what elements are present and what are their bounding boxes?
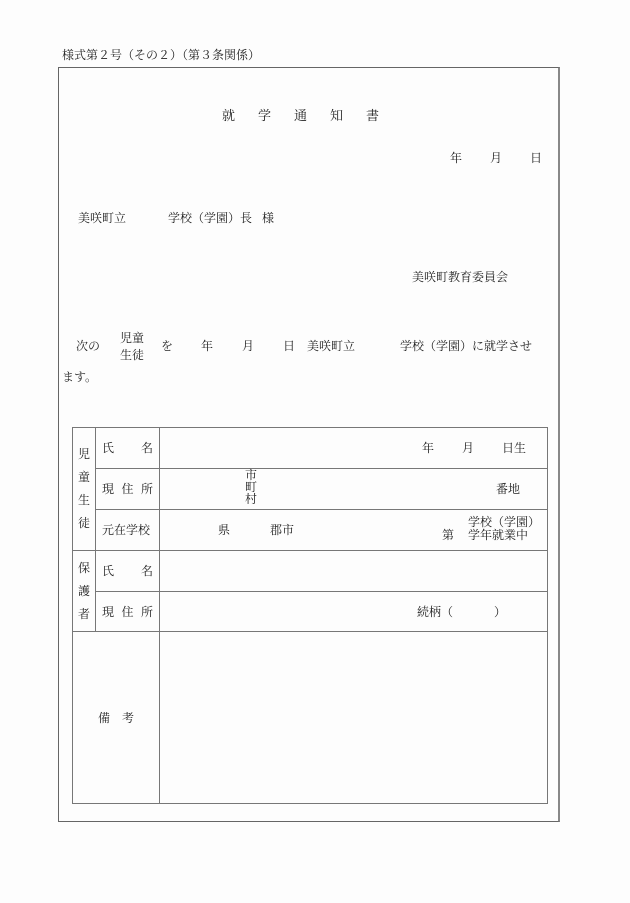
municipality-city: 市: [245, 468, 258, 482]
municipality-town: 町: [245, 480, 258, 494]
addressee-school: 学校（学園）長: [168, 211, 253, 225]
label-char: 所: [140, 482, 153, 496]
student-group-label: [73, 428, 96, 551]
label-char: 名: [140, 441, 153, 455]
remarks-field[interactable]: [160, 632, 548, 804]
prev-school-label-text: 元在学校: [102, 523, 151, 537]
dob-year: 年: [422, 441, 435, 455]
form-id: 様式第２号（その２）（第３条関係）: [62, 48, 261, 62]
school-label: 学校（学園）: [468, 515, 541, 529]
dob-day: 日生: [502, 441, 527, 455]
label-char: 者: [77, 606, 90, 621]
table-row-prev-school: [73, 510, 548, 551]
label-char: 住: [121, 604, 134, 619]
student-name-field[interactable]: [160, 428, 548, 469]
guardian-name-field[interactable]: [160, 551, 548, 592]
addressee-honorific: 様: [262, 211, 275, 225]
notice-tail: ます。: [62, 370, 98, 384]
municipality-village: 村: [245, 492, 258, 506]
label-char: 現: [102, 604, 115, 619]
issuer: 美咲町教育委員会: [412, 270, 509, 284]
notice-day: 日: [283, 339, 296, 353]
title-char: 知: [330, 109, 344, 124]
prev-school-field[interactable]: [160, 510, 548, 551]
date-day: 日: [530, 151, 543, 165]
guardian-name-label: [96, 551, 160, 592]
notice-particle: を: [161, 339, 174, 353]
dob-month: 月: [462, 441, 475, 455]
title-char: 学: [258, 109, 272, 124]
table-row-remarks: [73, 632, 548, 804]
title-char: 通: [294, 109, 308, 124]
municipality-options: [245, 469, 257, 505]
notice-lead: 次の: [76, 339, 101, 353]
notice-subject-bottom: 生徒: [120, 348, 145, 362]
label-char: 氏: [102, 441, 115, 455]
relation-close: ）: [494, 605, 507, 619]
table-row-student-name: [73, 428, 548, 469]
guardian-address-field[interactable]: [160, 592, 548, 632]
label-char: 童: [77, 470, 90, 484]
addressee: [78, 212, 274, 224]
student-address-field[interactable]: [160, 469, 548, 510]
table-row-guardian-name: [73, 551, 548, 592]
student-address-label: [96, 469, 160, 510]
grade-status: 学年就業中: [468, 528, 529, 542]
label-char: 所: [140, 604, 153, 619]
prefecture-label: 県: [218, 523, 231, 537]
table-row-guardian-address: [73, 592, 548, 632]
addressee-town: 美咲町立: [78, 211, 127, 225]
notice-subject: [120, 330, 144, 364]
remarks-label: 備 考: [73, 632, 160, 804]
enrollment-table: [72, 427, 548, 804]
notice-subject-top: 児童: [120, 331, 145, 345]
notice-town: 美咲町立: [307, 339, 356, 353]
notice-year: 年: [201, 339, 214, 353]
document-title: [222, 110, 402, 123]
title-char: 就: [222, 109, 236, 124]
date-month: 月: [490, 151, 503, 165]
issue-date: [450, 152, 542, 164]
prev-school-label: [96, 510, 160, 551]
label-char: 生: [77, 493, 90, 507]
label-char: 氏: [102, 564, 115, 578]
guardian-group-label: [73, 551, 96, 632]
guardian-address-label: [96, 592, 160, 632]
notice-month: 月: [242, 339, 255, 353]
label-char: 現: [102, 482, 115, 496]
student-name-label: [96, 428, 160, 469]
label-char: 名: [140, 564, 153, 578]
label-char: 徒: [77, 516, 90, 530]
notice-school: 学校（学園）に就学させ: [400, 339, 533, 353]
county-city-label: 郡市: [270, 523, 295, 537]
title-char: 書: [366, 109, 380, 124]
banchi-label: 番地: [496, 482, 521, 496]
label-char: 児: [77, 447, 90, 461]
label-char: 護: [77, 583, 90, 598]
table-row-student-address: [73, 469, 548, 510]
grade-prefix: 第: [442, 528, 455, 542]
date-year: 年: [450, 151, 463, 165]
label-char: 保: [77, 560, 90, 575]
relation-label: 続柄（: [417, 605, 454, 619]
label-char: 住: [121, 482, 134, 496]
